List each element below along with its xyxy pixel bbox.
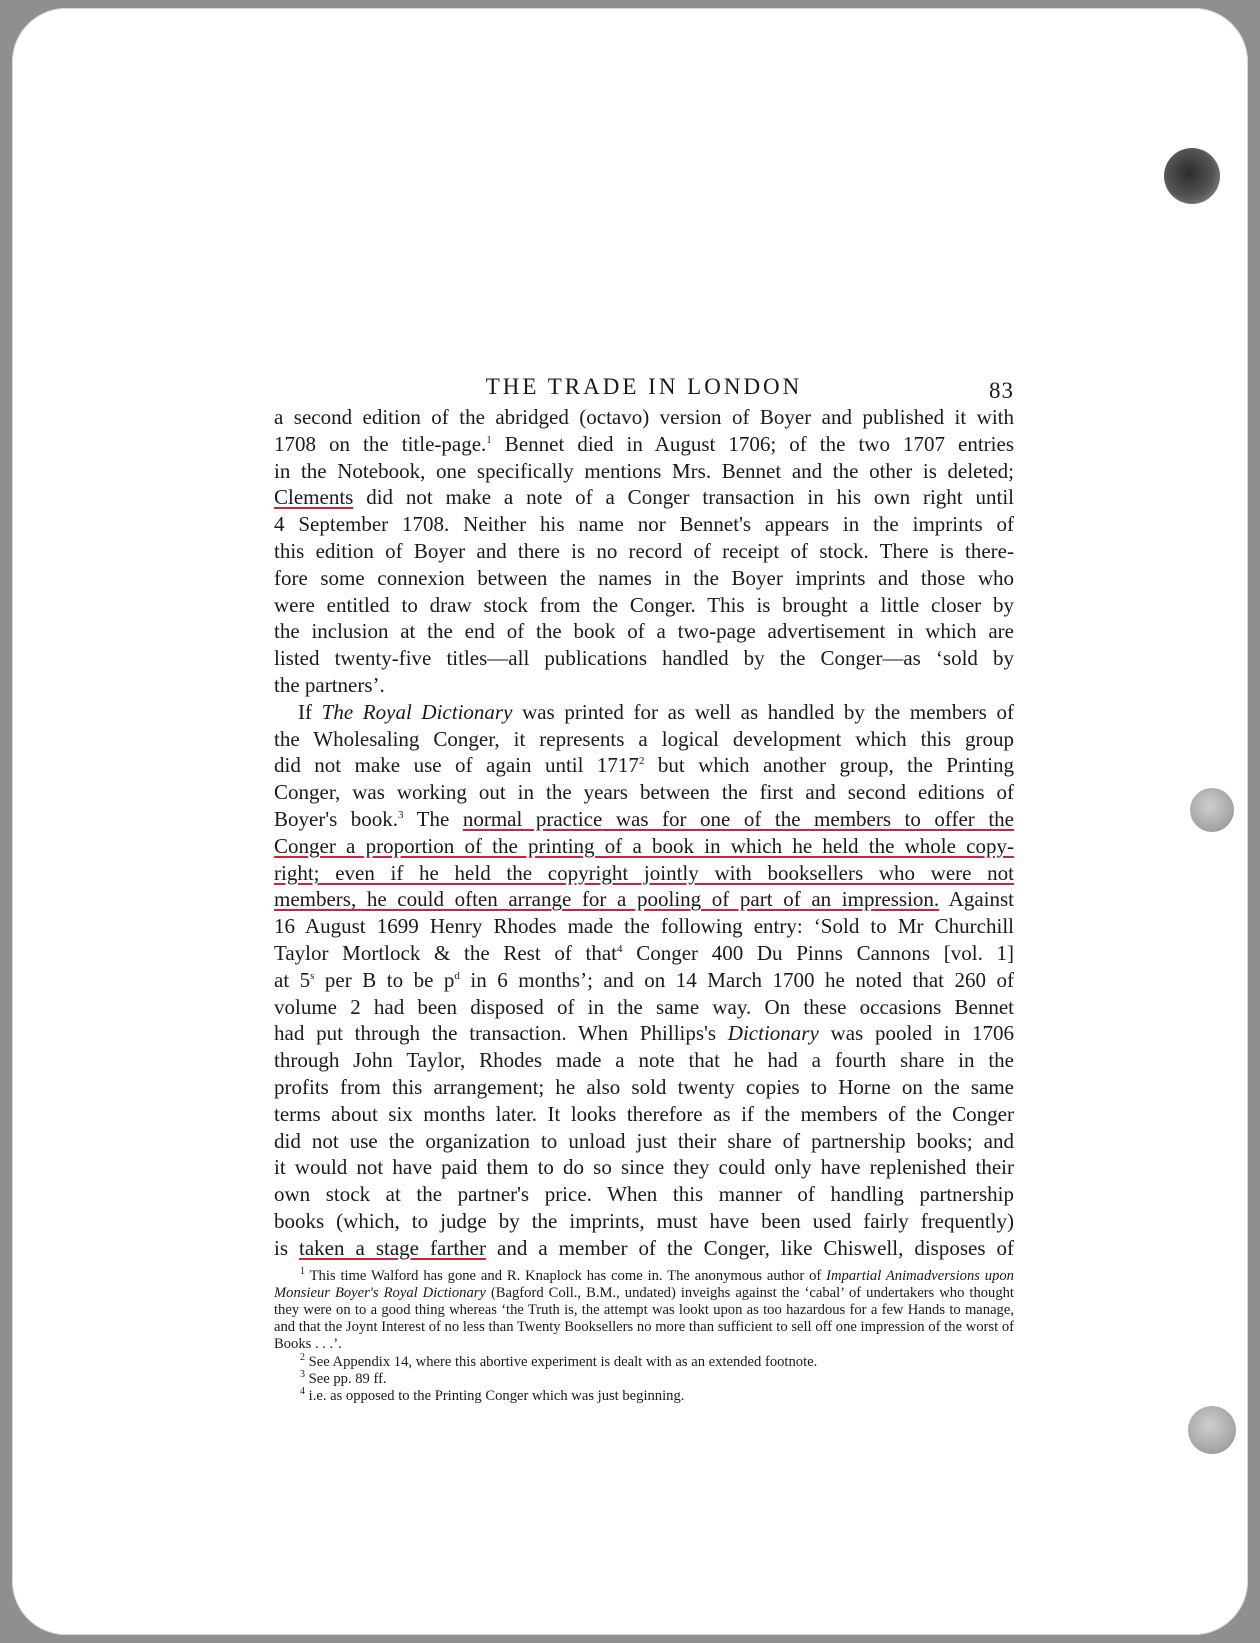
scanned-page xyxy=(12,8,1248,1635)
underlined-text: taken a stage farther xyxy=(299,1235,486,1260)
punch-hole-middle xyxy=(1190,788,1234,832)
text-line: Taylor Mortlock & the Rest of that$^4$ Conger 400 Du Pinns Cannons [vol. 1] xyxy=(274,940,1014,965)
text-line: fore some connexion between the names in the Boyer imprints and those who xyxy=(274,565,1014,590)
footnote: $^1$ This time Walford has gone and R. Knaplock has come in. The anonymous author of Impartial Animadversions upon Monsieur Boyer's Royal Dictionary (Bagford Coll., B.M., undated) inveighs against the ‘cabal’ of undertakers who thought they were on to a good thing whereas ‘the Truth is, the attempt was lookt upon as too hazardous for a few Hands to manage, and that the Joynt Interest of no less than Twenty Booksellers no more than sufficient to sell off one impression of the worst of Books . . .’. xyxy=(274,1265,1014,1353)
punch-hole-bottom xyxy=(1188,1406,1236,1454)
text-line: is taken a stage farther and a member of the Conger, like Chiswell, disposes of xyxy=(274,1235,1015,1260)
footnotes xyxy=(274,1265,1014,1406)
running-title: THE TRADE IN LONDON xyxy=(485,374,803,399)
footnote-ref: 4 xyxy=(617,942,623,955)
book-page xyxy=(274,370,1014,1405)
text-line: did not make use of again until 1717$^2$ but which another group, the Printing xyxy=(274,753,1014,778)
text-line: the inclusion at the end of the book of a two-page advertisement in which are xyxy=(274,619,1014,644)
underlined-text: Conger a proportion of the printing of a book in which he held the whole copy- xyxy=(274,833,1014,858)
text-line: If The Royal Dictionary was printed for as well as handled by the members of xyxy=(298,699,1014,724)
underlined-text: right; even if he held the copyright jointly with booksellers who were not xyxy=(274,860,1014,885)
underlined-text: Clements xyxy=(274,485,354,510)
underlined-text: was for one of the members to offer the xyxy=(602,806,1014,831)
text-line: Conger, was working out in the years between the first and second editions of xyxy=(274,780,1014,805)
text-line: a second edition of the abridged (octavo) version of Boyer and published it with xyxy=(274,405,1014,429)
text-line: this edition of Boyer and there is no record of receipt of stock. There is there- xyxy=(274,538,1014,563)
text-line xyxy=(274,860,1014,887)
text-line: terms about six months later. It looks therefore as if the members of the Conger xyxy=(274,1101,1014,1126)
footnote: $^4$ i.e. as opposed to the Printing Conger which was just beginning. xyxy=(300,1386,685,1404)
underlined-text: normal practice xyxy=(462,806,603,831)
text-line: 16 August 1699 Henry Rhodes made the following entry: ‘Sold to Mr Churchill xyxy=(274,914,1014,939)
punch-hole-top xyxy=(1164,148,1220,204)
text-line: 1708 on the title-page.$^1$ Bennet died in August 1706; of the two 1707 entries xyxy=(274,431,1014,456)
text-line: at 5$^s$ per B to be $p^d$ in 6 months’; and on 14 March 1700 he noted that 260 of xyxy=(274,967,1015,992)
footnote: $^3$ See pp. 89 ff. xyxy=(300,1368,387,1387)
text-line: volume 2 had been disposed of in the same way. On these occasions Bennet xyxy=(274,994,1014,1019)
text-line: through John Taylor, Rhodes made a note that he had a fourth share in the xyxy=(274,1048,1014,1073)
text-line: the partners’. xyxy=(274,672,385,697)
text-line: profits from this arrangement; he also sold twenty copies to Horne on the same xyxy=(274,1074,1014,1099)
text-line: it would not have paid them to do so since they could only have replenished their xyxy=(274,1155,1014,1180)
text-line: 4 September 1708. Neither his name nor Bennet's appears in the imprints of xyxy=(274,512,1014,537)
text-line: own stock at the partner's price. When this manner of handling partnership xyxy=(274,1182,1014,1207)
text-line xyxy=(274,833,1014,860)
running-head xyxy=(274,370,1014,404)
text-line: the Wholesaling Conger, it represents a logical development which this group xyxy=(274,726,1014,751)
text-line: books (which, to judge by the imprints, must have been used fairly frequently) xyxy=(274,1208,1014,1233)
italic-title: The Royal Dictionary xyxy=(321,699,513,724)
text-line: had put through the transaction. When Phillips's Dictionary was pooled in 1706 xyxy=(274,1021,1014,1046)
text-line: in the Notebook, one specifically mentions Mrs. Bennet and the other is deleted; xyxy=(274,458,1014,483)
text-line: Clements did not make a note of a Conger transaction in his own right until xyxy=(274,485,1014,510)
text-line: were entitled to draw stock from the Conger. This is brought a little closer by xyxy=(274,592,1014,617)
text-line: Boyer's book.$^3$ The normal practice was for one of the members to offer the xyxy=(274,806,1014,831)
text-line: did not use the organization to unload just their share of partnership books; and xyxy=(274,1128,1014,1153)
text-line: members, he could often arrange for a pooling of part of an impression. Against xyxy=(274,887,1014,912)
underlined-text: members, he could often arrange for a pooling of part of an impression. xyxy=(274,887,940,912)
footnote-ref: 3 xyxy=(398,808,404,821)
footnote-ref: 1 xyxy=(486,433,492,446)
footnote: $^2$ See Appendix 14, where this abortive experiment is dealt with as an extended footnote. xyxy=(300,1351,818,1370)
page-number: 83 xyxy=(989,378,1014,403)
italic-title: Dictionary xyxy=(727,1021,819,1046)
body-text xyxy=(274,404,1014,1262)
text-line: listed twenty-five titles—all publications handled by the Conger—as ‘sold by xyxy=(274,646,1014,671)
footnote-ref: 2 xyxy=(638,755,645,768)
